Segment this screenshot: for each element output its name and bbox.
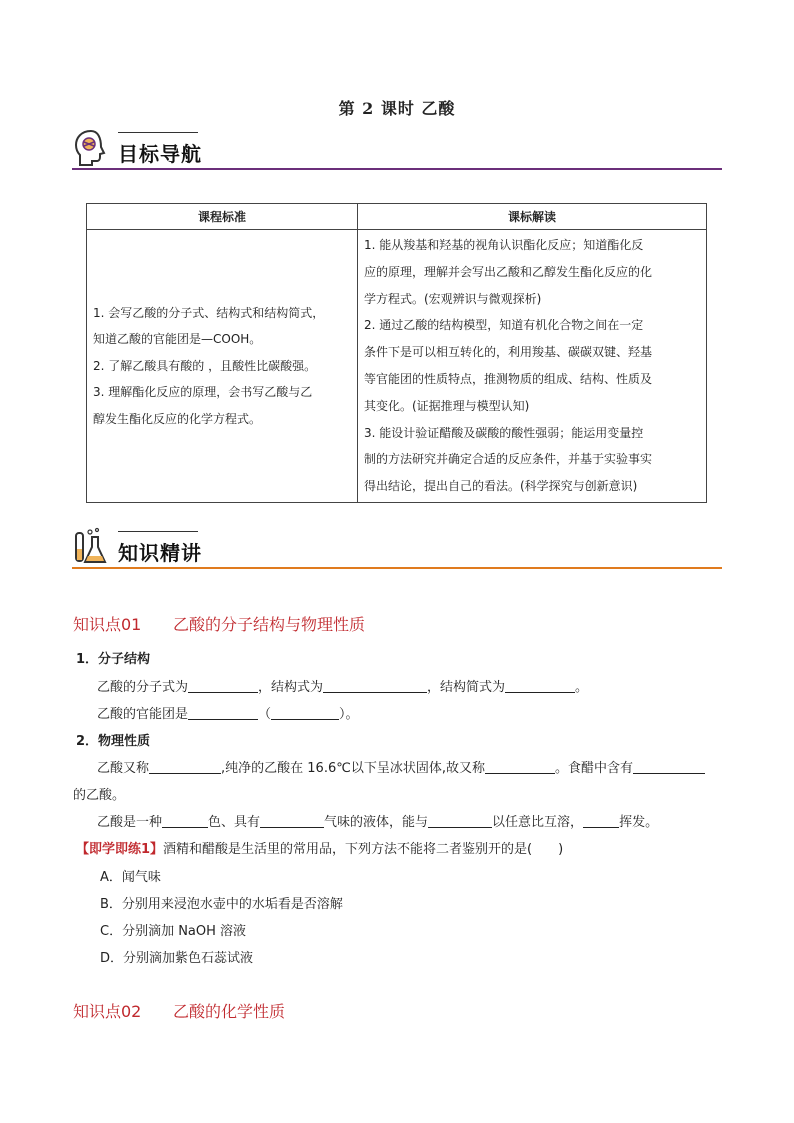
standard-line: 知道乙酸的官能团是—COOH。 — [93, 332, 262, 347]
fill-blank[interactable] — [485, 760, 555, 774]
text: ，结构简式为 — [427, 680, 506, 695]
text: 乙酸的分子式为 — [97, 680, 189, 695]
subheading-molecular-structure: 1．分子结构 — [76, 652, 151, 667]
knowledge-point-number: 知识点02 — [73, 1002, 142, 1021]
text: 以任意比互溶， — [492, 815, 584, 830]
fill-blank[interactable] — [188, 706, 258, 720]
standard-line: 3. 理解酯化反应的原理，会书写乙酸与乙 — [93, 385, 313, 400]
section-knowledge-title: 知识精讲 — [118, 541, 202, 565]
interpretation-line: 2. 通过乙酸的结构模型，知道有机化合物之间在一定 — [364, 318, 644, 333]
table-header-interpretation: 课标解读 — [358, 204, 707, 230]
line-vinegar-content: 的乙酸。 — [73, 788, 126, 803]
interpretation-line: 得出结论，提出自己的看法。(科学探究与创新意识) — [364, 479, 638, 494]
text: （ — [258, 707, 272, 722]
text: 。食醋中含有 — [554, 761, 633, 776]
knowledge-point-01-heading — [73, 612, 365, 635]
knowledge-point-02-heading — [73, 999, 285, 1022]
standard-line: 醇发生酯化反应的化学方程式。 — [93, 411, 262, 426]
exercise-option-b[interactable]: B．分别用来浸泡水壶中的水垢看是否溶解 — [100, 897, 343, 912]
interpretation-line: 条件下是可以相互转化的，利用羧基、碳碳双键、羟基 — [364, 345, 653, 360]
fill-blank[interactable] — [633, 760, 705, 774]
interpretation-line: 其变化。(证据推理与模型认知) — [364, 398, 530, 413]
lab-flask-icon — [72, 527, 110, 567]
line-functional-group — [97, 703, 359, 722]
exercise-question — [76, 838, 563, 857]
interpretation-line: 应的原理，理解并会写出乙酸和乙醇发生酯化反应的化 — [364, 264, 653, 279]
fill-blank[interactable] — [162, 814, 208, 828]
fill-blank[interactable] — [583, 814, 619, 828]
course-standard-table — [86, 203, 707, 503]
text: 气味的液体，能与 — [324, 815, 429, 830]
fill-blank[interactable] — [428, 814, 492, 828]
text: 乙酸的官能团是 — [97, 707, 189, 722]
knowledge-point-number: 知识点01 — [73, 615, 142, 634]
header-short-line — [118, 132, 198, 133]
exercise-option-d[interactable]: D．分别滴加紫色石蕊试液 — [100, 951, 254, 966]
section-goals-rule — [72, 168, 722, 170]
standard-line: 1. 会写乙酸的分子式、结构式和结构简式， — [93, 305, 325, 320]
fill-blank[interactable] — [149, 760, 221, 774]
line-physical-description — [97, 811, 658, 830]
knowledge-point-title: 乙酸的化学性质 — [173, 1002, 286, 1021]
table-cell-standard — [87, 230, 358, 503]
line-other-names — [97, 757, 705, 776]
section-goals-header — [72, 128, 722, 172]
fill-blank[interactable] — [505, 679, 575, 693]
head-brain-icon — [72, 128, 110, 168]
page-title: 第 2 课时 乙酸 — [338, 99, 456, 118]
standard-line: 2. 了解乙酸具有酸的 ，且酸性比碳酸强。 — [93, 358, 317, 373]
exercise-option-a[interactable]: A．闻气味 — [100, 870, 161, 885]
interpretation-line: 制的方法研究并确定合适的反应条件，并基于实验事实 — [364, 452, 653, 467]
fill-blank[interactable] — [271, 706, 339, 720]
table-cell-interpretation — [358, 230, 707, 503]
subheading-physical-properties: 2．物理性质 — [76, 734, 151, 749]
section-goals-title: 目标导航 — [118, 142, 202, 166]
text: ）。 — [339, 707, 359, 722]
interpretation-line: 学方程式。(宏观辨识与微观探析) — [364, 291, 542, 306]
text: 乙酸又称 — [97, 761, 150, 776]
interpretation-line: 1. 能从羧基和羟基的视角认识酯化反应；知道酯化反 — [364, 238, 644, 252]
section-knowledge-rule — [72, 567, 722, 569]
line-molecular-formula — [97, 676, 588, 695]
fill-blank[interactable] — [323, 679, 427, 693]
text: 色、具有 — [208, 815, 261, 830]
header-short-line — [118, 531, 198, 532]
exercise-tag: 【即学即练1】 — [76, 842, 164, 857]
knowledge-point-title: 乙酸的分子结构与物理性质 — [173, 615, 366, 634]
table-header-standard: 课程标准 — [87, 204, 358, 230]
interpretation-line: 等官能团的性质特点，推测物质的组成、结构、性质及 — [364, 371, 653, 386]
exercise-question-text: 酒精和醋酸是生活里的常用品，下列方法不能将二者鉴别开的是( ) — [163, 842, 564, 857]
section-knowledge-header — [72, 527, 722, 571]
fill-blank[interactable] — [188, 679, 258, 693]
exercise-option-c[interactable]: C．分别滴加 NaOH 溶液 — [100, 924, 247, 939]
text: 。 — [575, 680, 589, 695]
interpretation-line: 3. 能设计验证醋酸及碳酸的酸性强弱；能运用变量控 — [364, 425, 644, 440]
text: ,纯净的乙酸在 16.6℃以下呈冰状固体,故又称 — [221, 761, 485, 776]
fill-blank[interactable] — [260, 814, 324, 828]
text: 乙酸是一种 — [97, 815, 163, 830]
text: ，结构式为 — [258, 680, 324, 695]
text: 挥发。 — [619, 815, 659, 830]
